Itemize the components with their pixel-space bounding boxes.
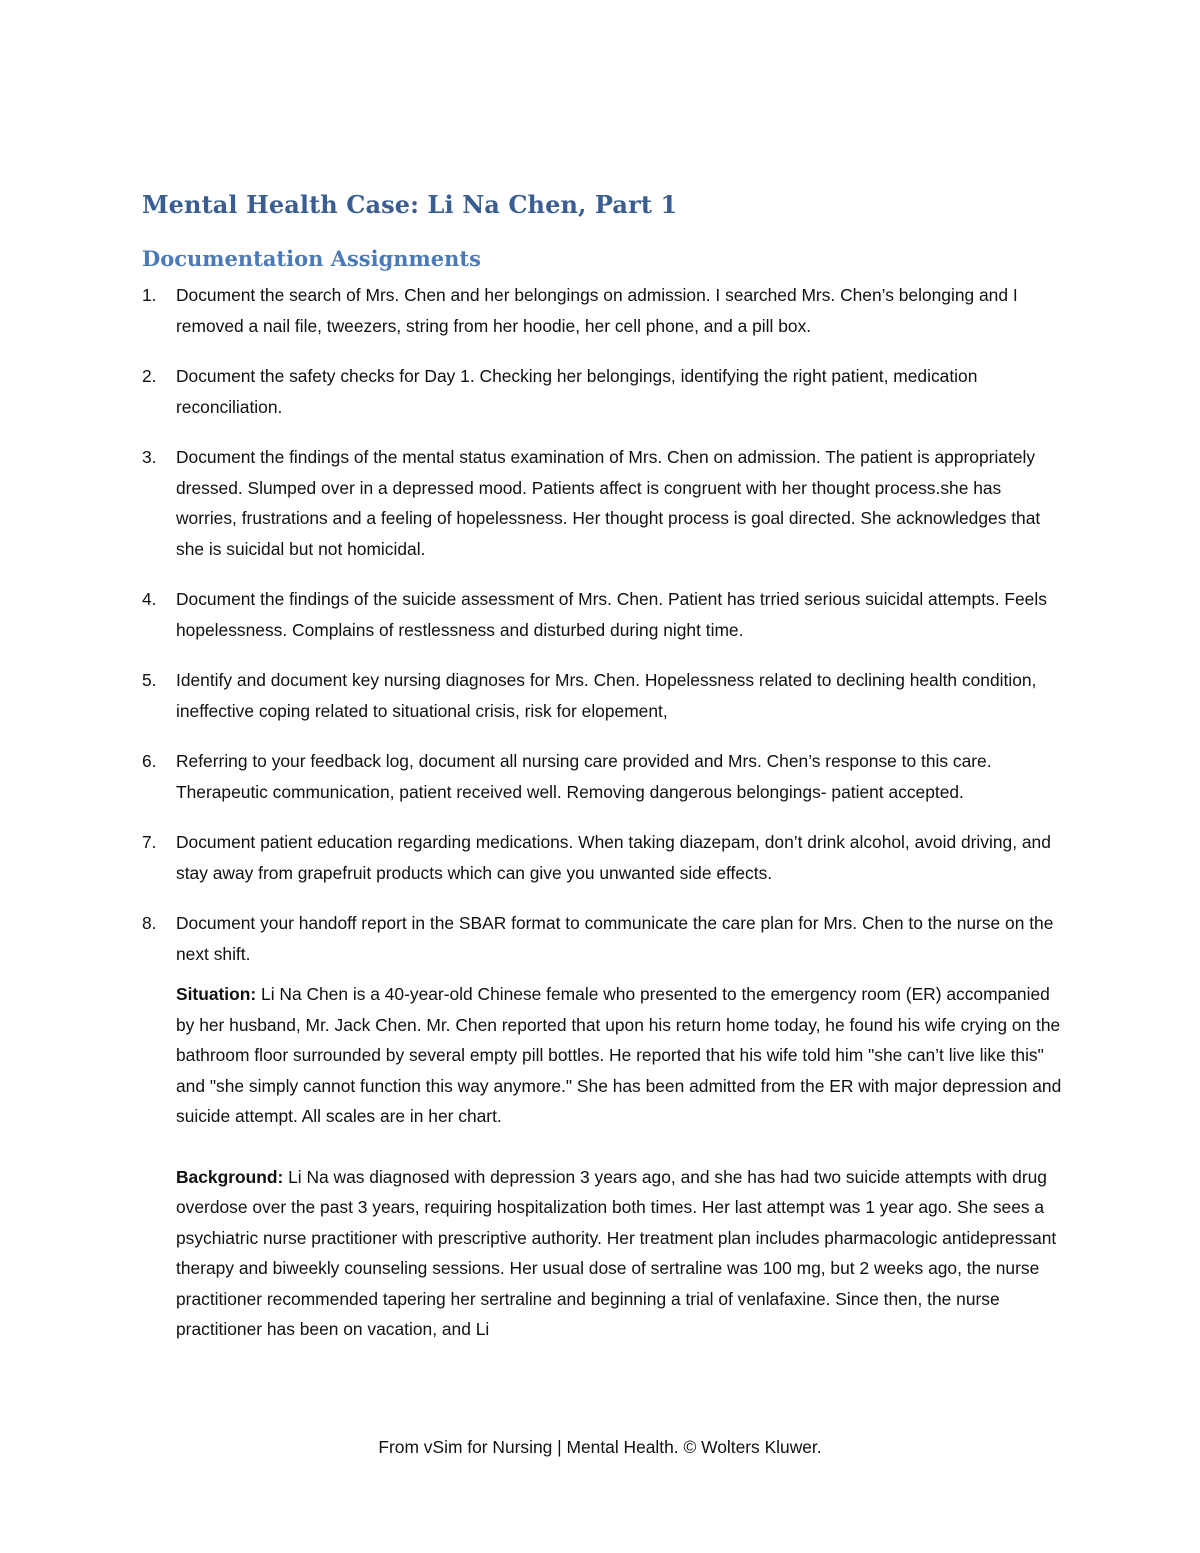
assignment-list: [142, 280, 1062, 1365]
item-text: Document the findings of the mental status examination of Mrs. Chen on admission. The patient is appropriately dressed. Slumped over in a depressed mood. Patients affect is congruent with her thought process.she has worries, frustrations and a feeling of hopelessness. Her thought process is goal directed. She acknowledges that she is suicidal but not homicidal.: [176, 447, 1041, 559]
document-title: Mental Health Case: Li Na Chen, Part 1: [142, 190, 678, 219]
item-text: Document patient education regarding medications. When taking diazepam, don’t drink alcohol, avoid driving, and stay away from grapefruit products which can give you unwanted side effects.: [176, 832, 1051, 883]
item-number: 6.: [142, 751, 157, 771]
item-text: Document the search of Mrs. Chen and her belongings on admission. I searched Mrs. Chen’s belonging and I removed a nail file, tweezers, string from her hoodie, her cell phone, and a pill box.: [176, 285, 1018, 336]
list-item: [142, 908, 1062, 1345]
item-number: 2.: [142, 366, 157, 386]
situation-label: Situation:: [176, 984, 257, 1004]
list-item: [142, 442, 1062, 564]
item-number: 3.: [142, 447, 157, 467]
list-item: [142, 280, 1062, 341]
section-heading: Documentation Assignments: [142, 246, 481, 271]
situation-text: Li Na Chen is a 40-year-old Chinese female who presented to the emergency room (ER) accompanied by her husband, Mr. Jack Chen. Mr. Chen reported that upon his return home today, he found his wife crying on the bathroom floor surrounded by several empty pill bottles. He reported that his wife told him "she can’t live like this" and "she simply cannot function this way anymore." She has been admitted from the ER with major depression and suicide attempt. All scales are in her chart.: [176, 984, 1062, 1126]
item-text: Document the findings of the suicide assessment of Mrs. Chen. Patient has trried serious suicidal attempts. Feels hopelessness. Complains of restlessness and disturbed during night time.: [176, 589, 1047, 640]
list-item: [142, 361, 1062, 422]
item-number: 7.: [142, 832, 157, 852]
item-number: 8.: [142, 913, 157, 933]
sbar-report: [176, 979, 1062, 1345]
list-item: [142, 665, 1062, 726]
item-text: Identify and document key nursing diagnoses for Mrs. Chen. Hopelessness related to declining health condition, ineffective coping related to situational crisis, risk for elopement,: [176, 670, 1037, 721]
list-item: [142, 746, 1062, 807]
page-footer: From vSim for Nursing | Mental Health. © Wolters Kluwer.: [378, 1437, 822, 1457]
item-text: Referring to your feedback log, document all nursing care provided and Mrs. Chen’s response to this care. Therapeutic communication, patient received well. Removing dangerous belongings- patient accepted.: [176, 751, 992, 802]
item-text: Document your handoff report in the SBAR format to communicate the care plan for Mrs. Chen to the nurse on the next shift.: [176, 913, 1054, 964]
list-item: [142, 584, 1062, 645]
background-label: Background:: [176, 1166, 284, 1187]
item-text: Document the safety checks for Day 1. Checking her belongings, identifying the right patient, medication reconciliation.: [176, 366, 978, 417]
item-number: 1.: [142, 285, 157, 305]
item-number: 5.: [142, 670, 157, 690]
sbar-background: [176, 1162, 1062, 1345]
item-number: 4.: [142, 589, 157, 609]
background-text: Li Na was diagnosed with depression 3 years ago, and she has had two suicide attempts with drug overdose over the past 3 years, requiring hospitalization both times. Her last attempt was 1 year ago. She sees a psychiatric nurse practitioner with prescriptive authority. Her treatment plan includes pharmacologic antidepressant therapy and biweekly counseling sessions. Her usual dose of sertraline was 100 mg, but 2 weeks ago, the nurse practitioner recommended tapering her sertraline and beginning a trial of venlafaxine. Since then, the nurse practitioner has been on vacation, and Li: [176, 1166, 1057, 1339]
sbar-situation: [176, 979, 1062, 1132]
list-item: [142, 827, 1062, 888]
